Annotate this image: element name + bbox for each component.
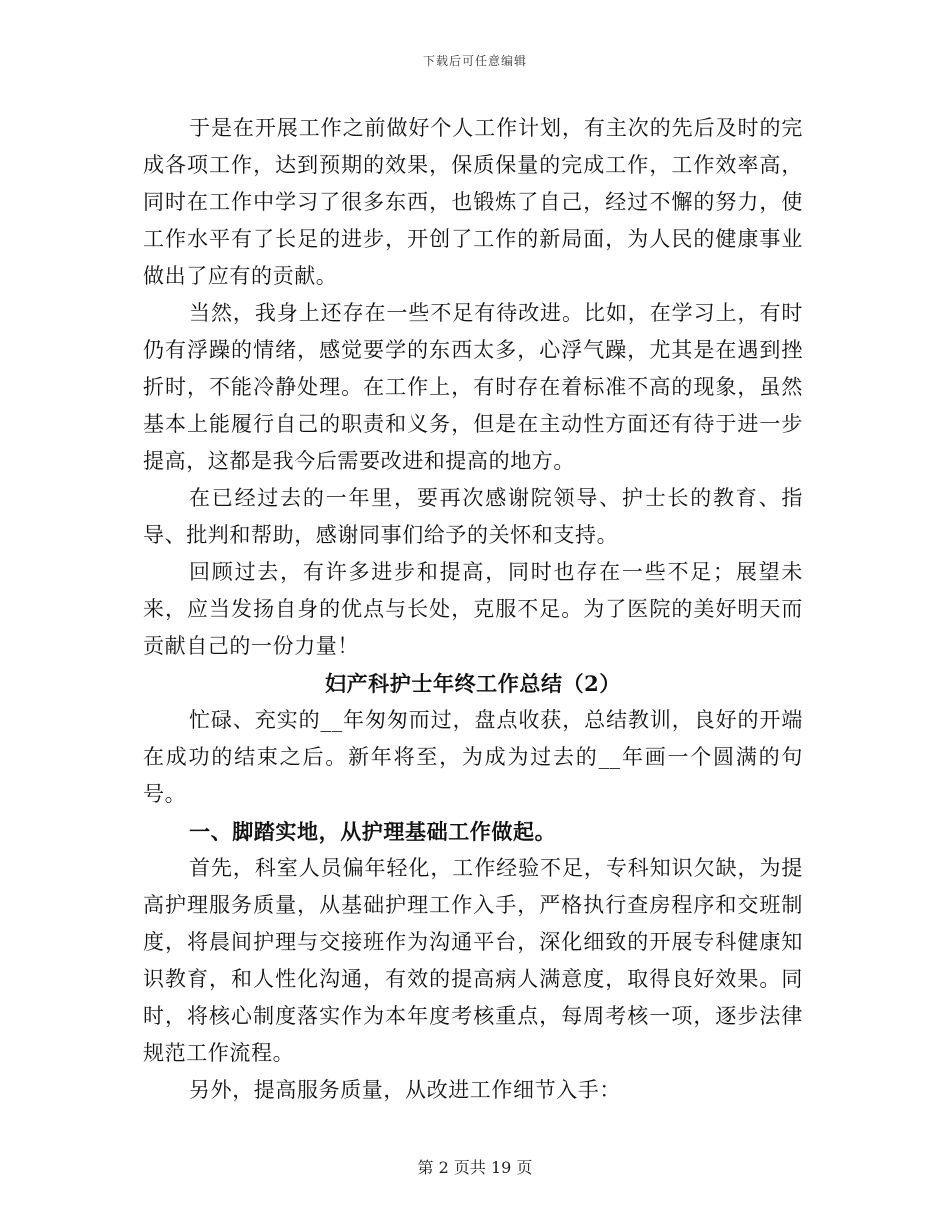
paragraph-shortcomings: 当然，我身上还存在一些不足有待改进。比如，在学习上，有时仍有浮躁的情绪，感觉要学的东西太多，心浮气躁，尤其是在遇到挫折时，不能冷静处理。在工作上，有时存在着标准不高的现象，虽然基本上能履行自己的职责和义务，但是在主动性方面还有待于进一步提高，这都是我今后需要改进和提高的地方。 (143, 301, 803, 473)
paragraph-thanks: 在已经过去的一年里，要再次感谢院领导、护士长的教育、指导、批判和帮助，感谢同事们给予的关怀和支持。 (143, 486, 803, 547)
paragraph-basic-care: 首先，科室人员偏年轻化，工作经验不足，专科知识欠缺，为提高护理服务质量，从基础护理工作入手，严格执行查房程序和交班制度，将晨间护理与交接班作为沟通平台，深化细致的开展专科健康知识教育，和人性化沟通，有效的提高病人满意度，取得良好效果。同时，将核心制度落实作为本年度考核重点，每周考核一项，逐步法律规范工作流程。 (143, 856, 803, 1065)
paragraph-review: 回顾过去，有许多进步和提高，同时也存在一些不足；展望未来，应当发扬自身的优点与长处，克服不足。为了医院的美好明天而贡献自己的一份力量！ (143, 560, 803, 658)
page-number: 第 2 页共 19 页 (417, 1158, 533, 1177)
paragraph-intro: 忙碌、充实的__年匆匆而过，盘点收获，总结教训，良好的开端在成功的结束之后。新年将至，为成为过去的__年画一个圆满的句号。 (143, 708, 803, 806)
subheading: 一、脚踏实地，从护理基础工作做起。 (189, 819, 557, 844)
paragraph-work-plan: 于是在开展工作之前做好个人工作计划，有主次的先后及时的完成各项工作，达到预期的效果，保质保量的完成工作，工作效率高，同时在工作中学习了很多东西，也锻炼了自己，经过不懈的努力，使工作水平有了长足的进步，开创了工作的新局面，为人民的健康事业做出了应有的贡献。 (143, 116, 803, 288)
document-body (143, 110, 803, 1109)
page-header: 下载后可任意编辑 (422, 54, 527, 68)
section-title: 妇产科护士年终工作总结（2） (324, 671, 621, 696)
paragraph-service-quality: 另外，提高服务质量，从改进工作细节入手： (189, 1078, 621, 1102)
